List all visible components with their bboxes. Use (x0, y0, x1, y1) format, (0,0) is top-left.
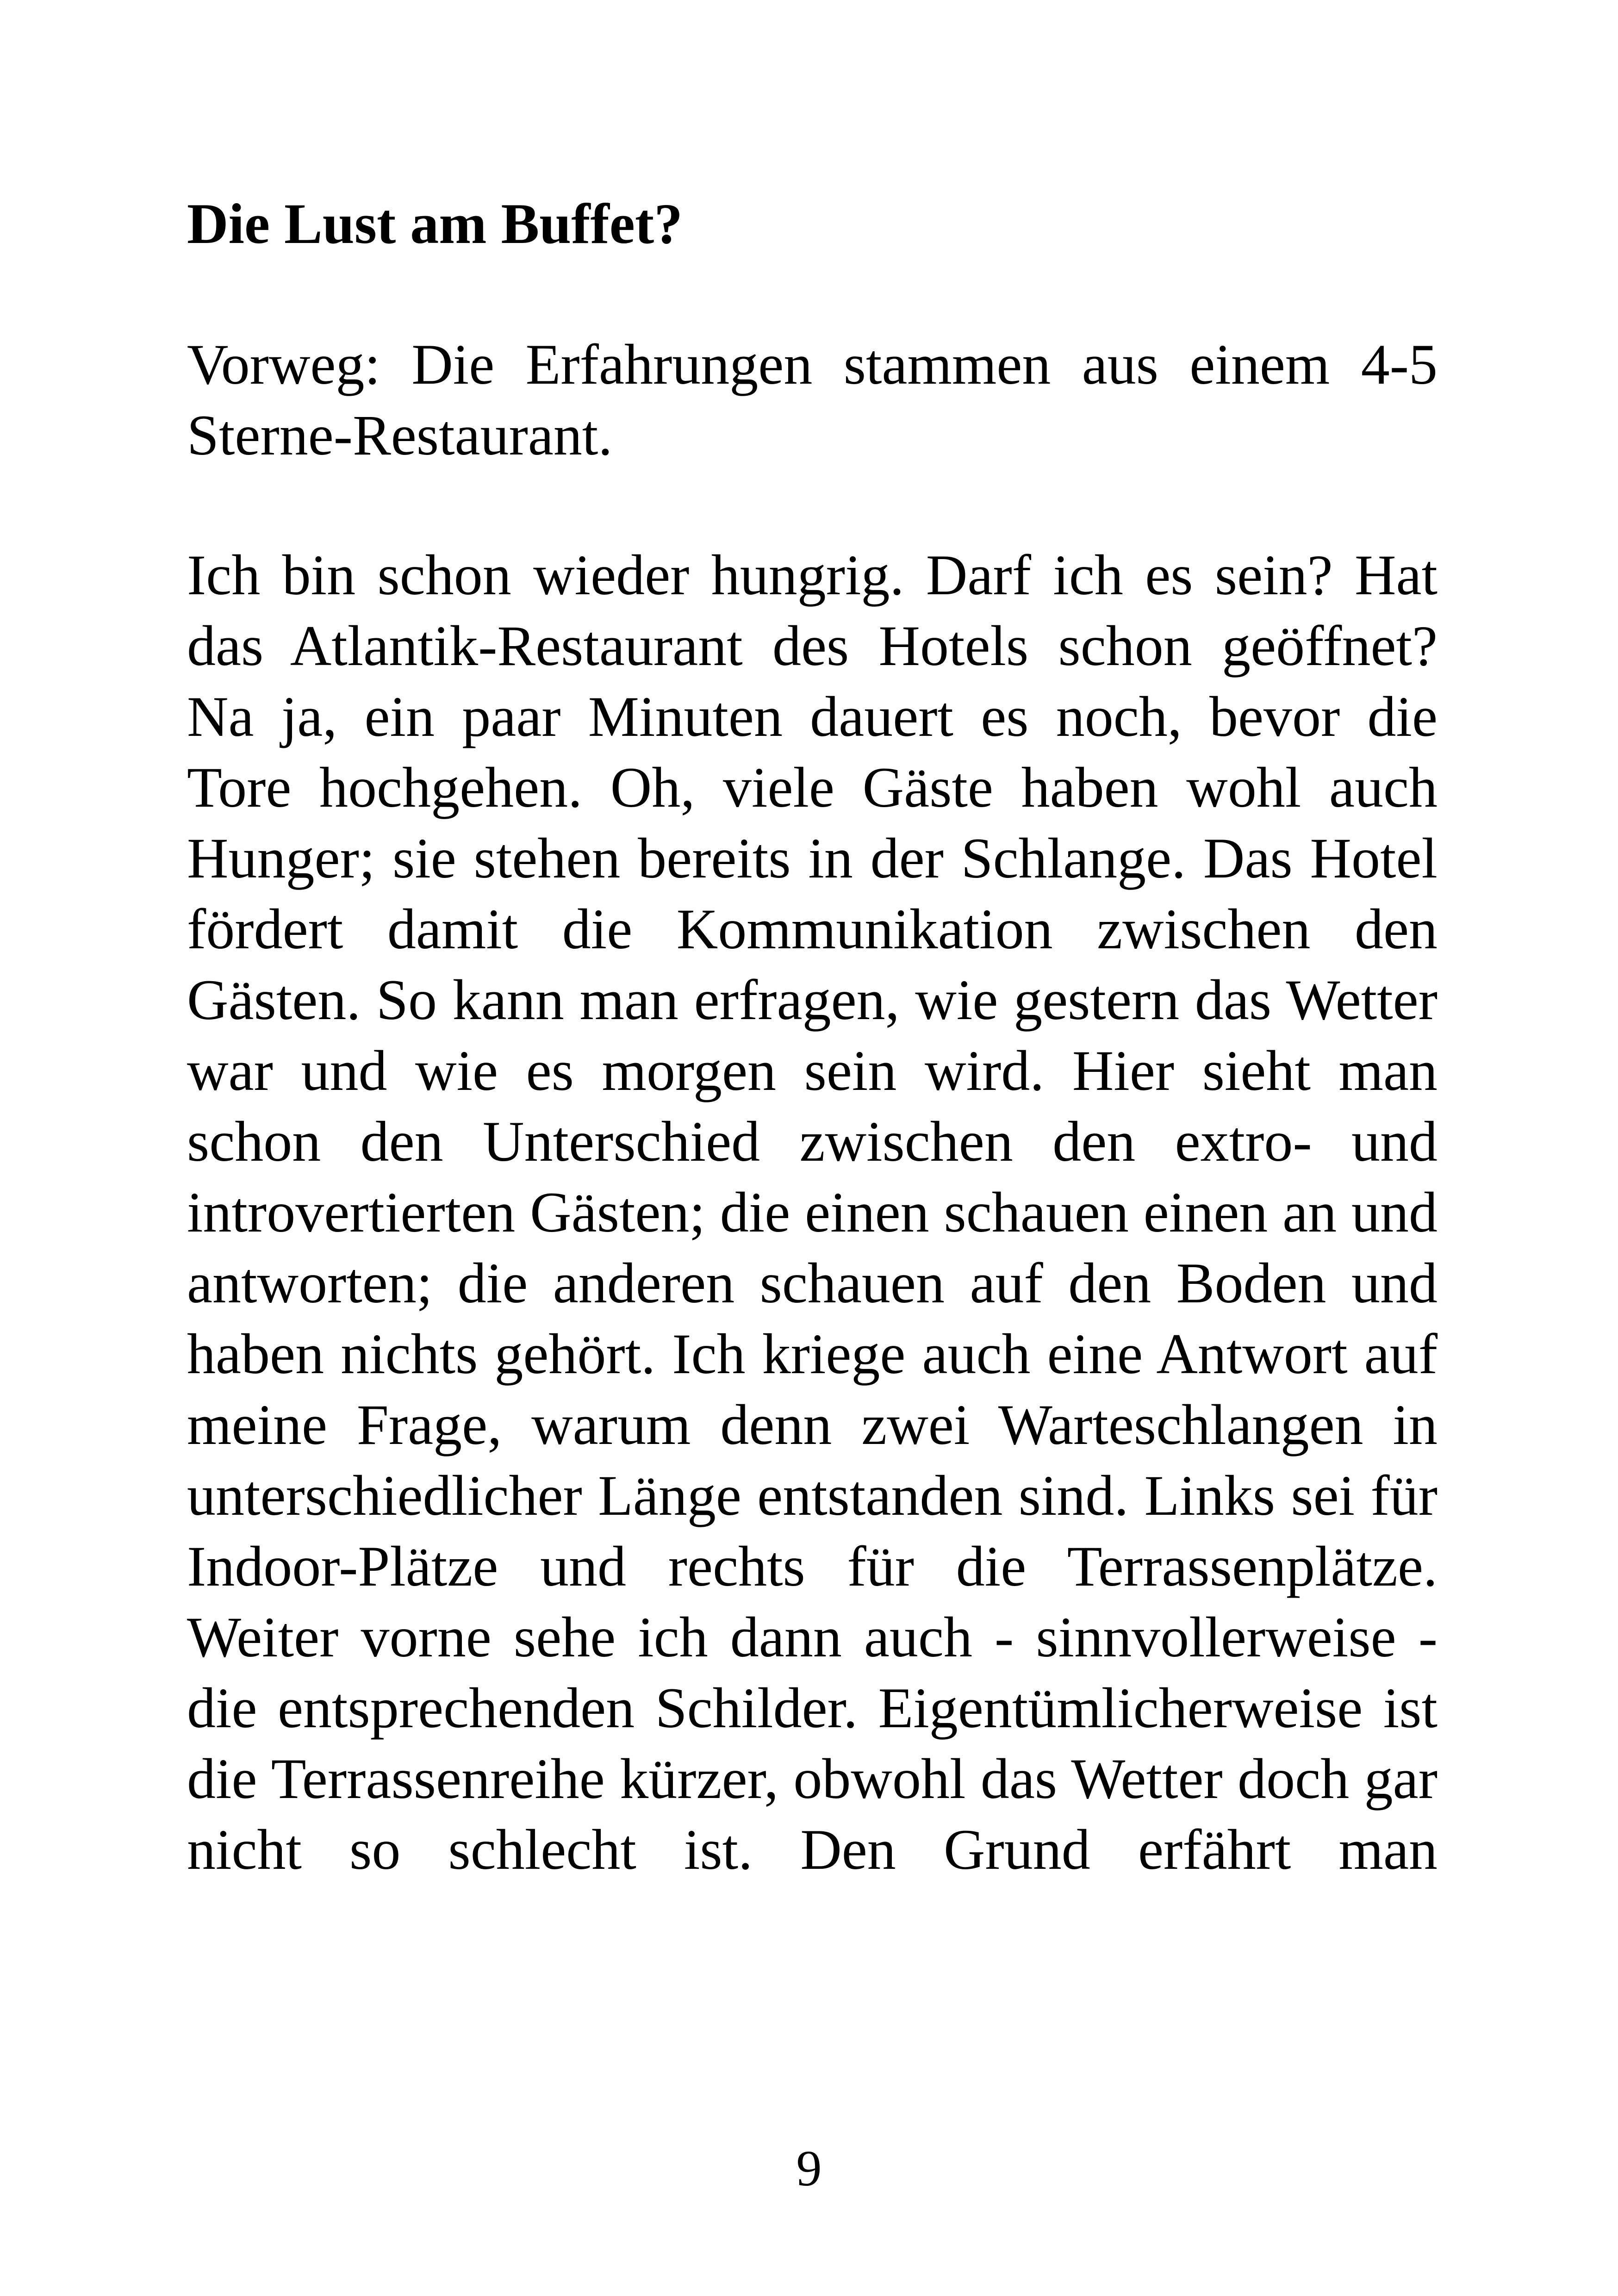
chapter-title: Die Lust am Buffet? (187, 192, 683, 255)
paragraph-body: Ich bin schon wieder hungrig. Darf ich es sein? Hat das Atlantik-Restaurant des Hotels schon geöffnet? Na ja, ein paar Minuten dauert es noch, bevor die Tore hochgehen. Oh, viele Gäste haben wohl auch Hunger; sie stehen bereits in der Schlange. Das Hotel fördert damit die Kommunikation zwischen den Gästen. So kann man erfragen, wie gestern das Wetter war und wie es morgen sein wird. Hier sieht man schon den Unterschied zwischen den extro- und introvertierten Gästen; die einen schauen einen an und antworten; die anderen schauen auf den Boden und haben nichts gehört. Ich kriege auch eine Antwort auf meine Frage, warum denn zwei Warteschlangen in unterschiedlicher Länge entstanden sind. Links sei für Indoor-Plätze und rechts für die Terrassenplätze. Weiter vorne sehe ich dann auch - sinnvollerweise - die entsprechenden Schilder. Eigentümlicherweise ist die Terrassenreihe kürzer, obwohl das Wetter doch gar nicht so schlecht ist. Den Grund erfährt man (187, 543, 1438, 1881)
page-number: 9 (796, 2140, 822, 2196)
paragraph-intro: Vorweg: Die Erfahrungen stammen aus einem 4-5 Sterne-Restaurant. (187, 333, 1438, 467)
